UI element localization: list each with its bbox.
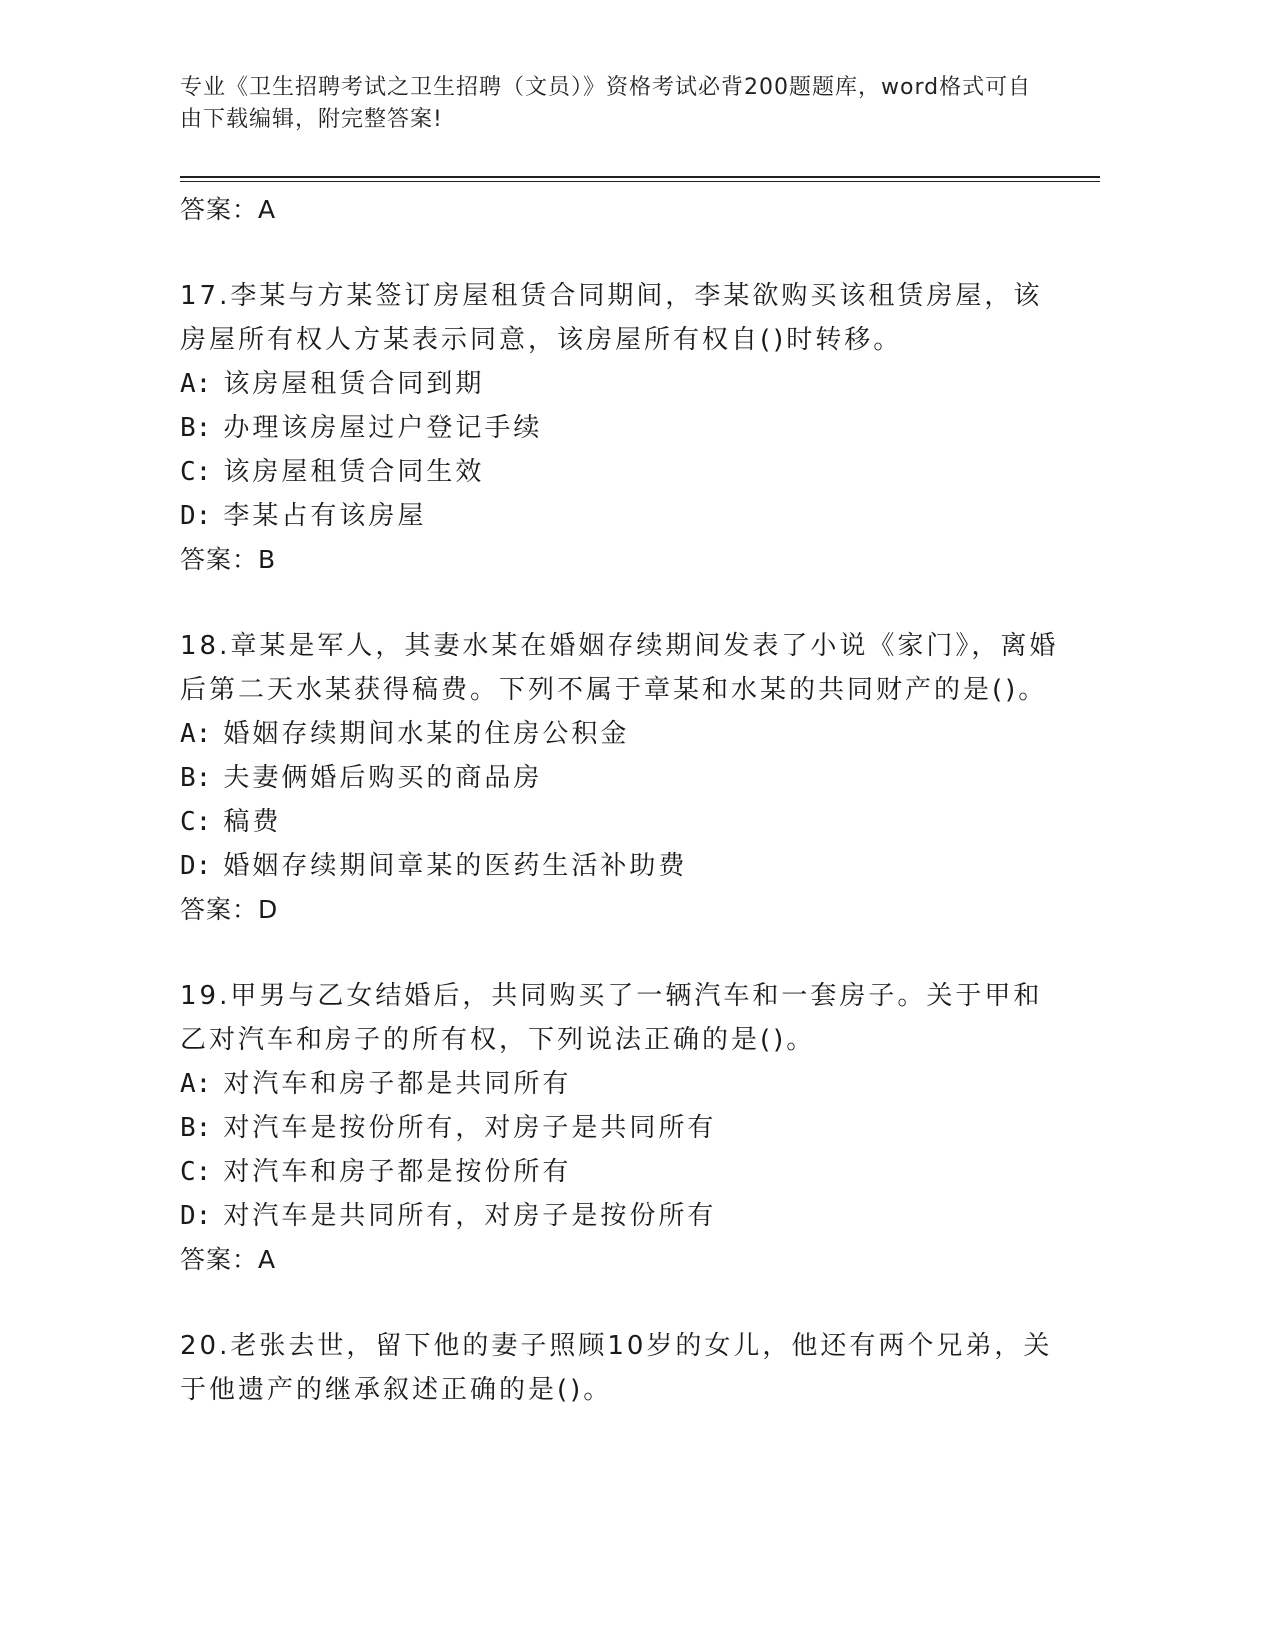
- question-stem: 18.章某是军人，其妻水某在婚姻存续期间发表了小说《家门》，离婚后第二天水某获得稿费。下列不属于章某和水某的共同财产的是()。: [180, 631, 1059, 705]
- question-20: [180, 1324, 1060, 1412]
- header-divider-thin: [180, 181, 1100, 182]
- option-key: D:: [180, 851, 212, 881]
- answer-line: 答案：D: [180, 895, 279, 924]
- question-list: [180, 188, 1060, 1412]
- option-key: D:: [180, 1201, 212, 1231]
- header-divider: [180, 176, 1100, 178]
- option-c: [180, 1150, 1060, 1194]
- question-18: [180, 624, 1060, 932]
- question-19: [180, 974, 1060, 1282]
- option-text: 夫妻俩婚后购买的商品房: [223, 763, 543, 793]
- option-b: [180, 1106, 1060, 1150]
- document-header: 专业《卫生招聘考试之卫生招聘（文员）》资格考试必背200题题库，word格式可自由下载编辑，附完整答案!: [180, 75, 1032, 132]
- option-key: C:: [180, 807, 212, 837]
- option-a: [180, 712, 1060, 756]
- option-key: C:: [180, 1157, 212, 1187]
- option-text: 办理该房屋过户登记手续: [223, 413, 543, 443]
- option-text: 对汽车和房子都是共同所有: [223, 1069, 572, 1099]
- option-d: [180, 494, 1060, 538]
- option-a: [180, 362, 1060, 406]
- option-text: 李某占有该房屋: [223, 501, 427, 531]
- option-c: [180, 800, 1060, 844]
- option-key: A:: [180, 719, 212, 749]
- option-key: A:: [180, 1069, 212, 1099]
- option-key: B:: [180, 1113, 212, 1143]
- option-c: [180, 450, 1060, 494]
- option-text: 对汽车和房子都是按份所有: [223, 1157, 572, 1187]
- option-text: 对汽车是共同所有，对房子是按份所有: [223, 1201, 717, 1231]
- option-text: 该房屋租赁合同生效: [223, 457, 485, 487]
- question-17: [180, 274, 1060, 582]
- option-text: 婚姻存续期间章某的医药生活补助费: [223, 851, 688, 881]
- option-text: 婚姻存续期间水某的住房公积金: [223, 719, 630, 749]
- option-d: [180, 844, 1060, 888]
- option-d: [180, 1194, 1060, 1238]
- option-text: 该房屋租赁合同到期: [223, 369, 485, 399]
- option-key: D:: [180, 501, 212, 531]
- option-b: [180, 756, 1060, 800]
- question-stem: 20.老张去世，留下他的妻子照顾10岁的女儿，他还有两个兄弟，关于他遗产的继承叙述正确的是()。: [180, 1331, 1053, 1405]
- option-key: B:: [180, 763, 212, 793]
- option-b: [180, 406, 1060, 450]
- option-key: B:: [180, 413, 212, 443]
- question-stem: 17.李某与方某签订房屋租赁合同期间，李某欲购买该租赁房屋，该房屋所有权人方某表示同意，该房屋所有权自()时转移。: [180, 281, 1043, 355]
- option-text: 稿费: [223, 807, 282, 837]
- option-key: A:: [180, 369, 212, 399]
- question-stem: 19.甲男与乙女结婚后，共同购买了一辆汽车和一套房子。关于甲和乙对汽车和房子的所有权，下列说法正确的是()。: [180, 981, 1043, 1055]
- answer-line: 答案：A: [180, 195, 277, 224]
- option-key: C:: [180, 457, 212, 487]
- answer-line: 答案：A: [180, 1245, 277, 1274]
- option-a: [180, 1062, 1060, 1106]
- option-text: 对汽车是按份所有，对房子是共同所有: [223, 1113, 717, 1143]
- answer-line: 答案：B: [180, 545, 277, 574]
